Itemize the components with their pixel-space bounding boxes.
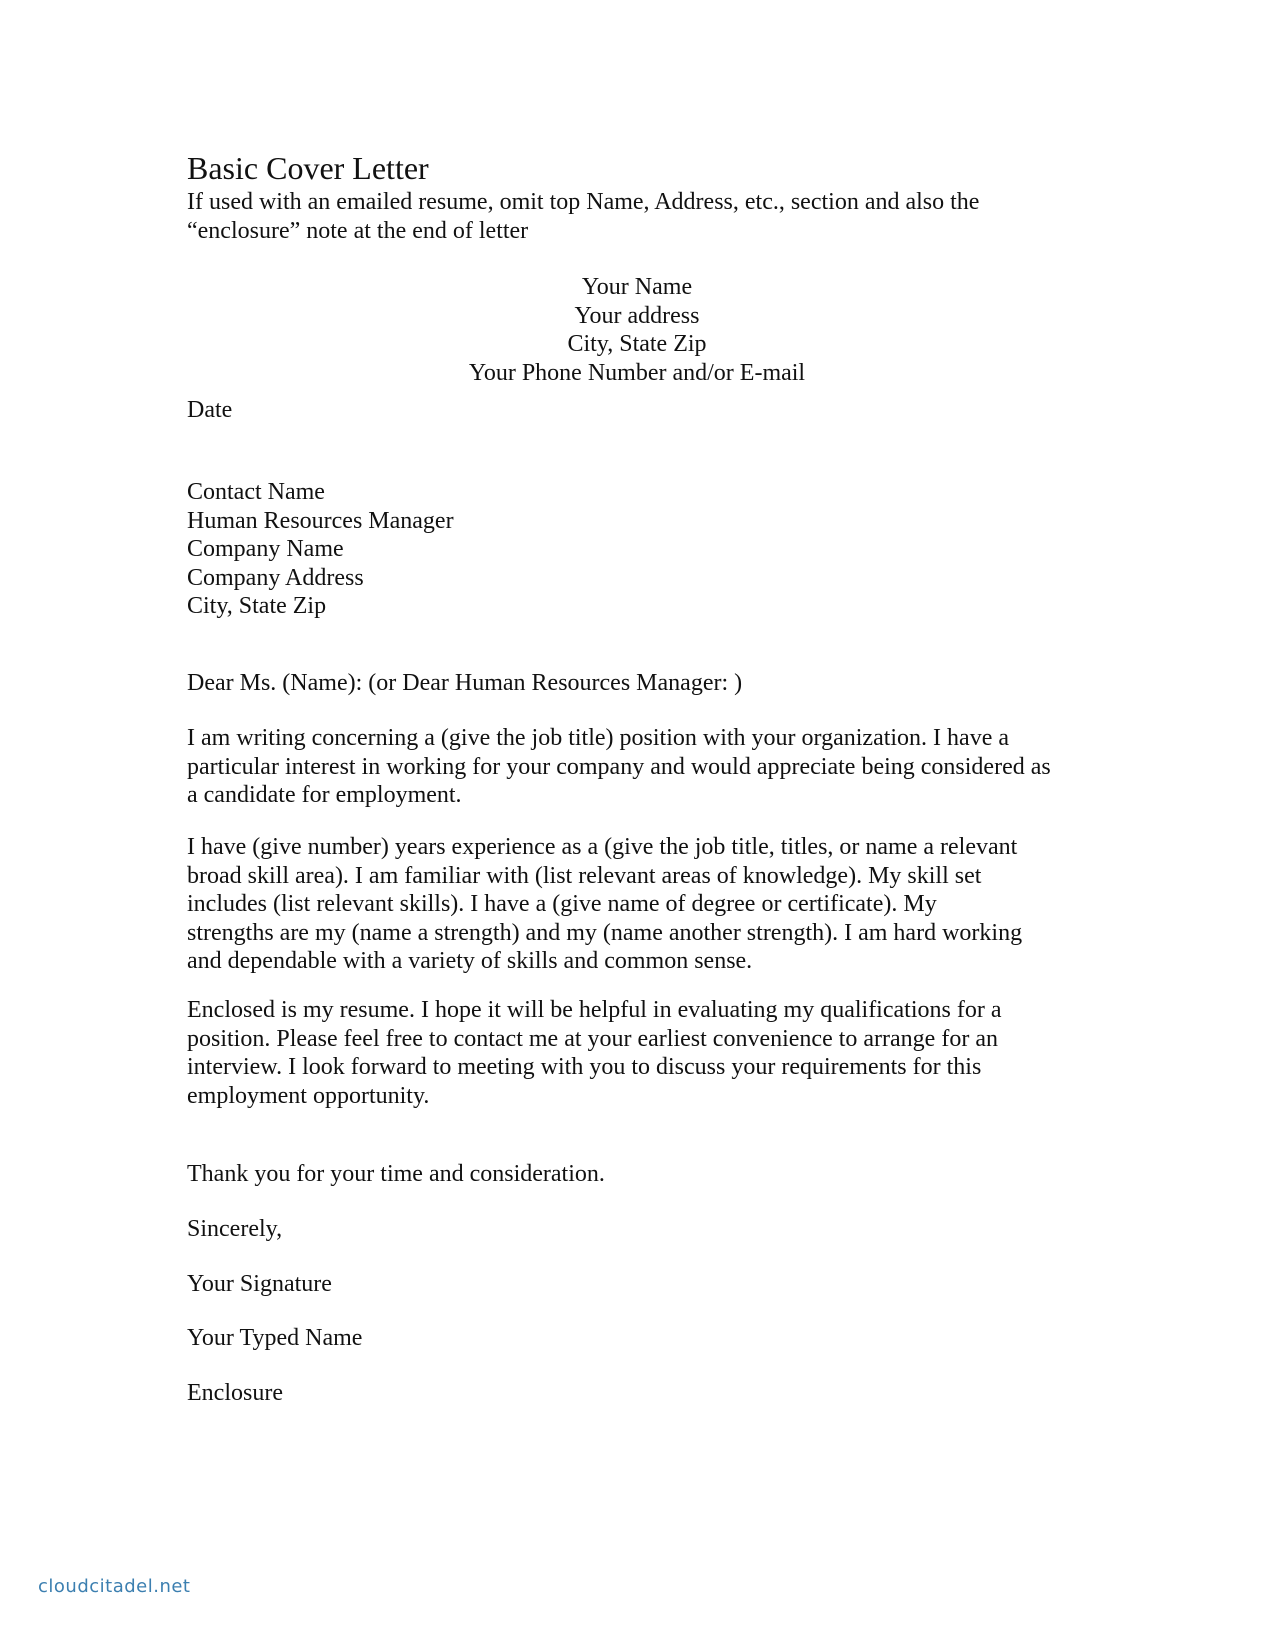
paragraph-line: position. Please feel free to contact me at your earliest convenience to arrange for an [187, 1025, 998, 1052]
paragraph-experience [187, 833, 1022, 976]
recipient-title: Human Resources Manager [187, 507, 454, 534]
paragraph-line: Enclosed is my resume. I hope it will be helpful in evaluating my qualifications for a [187, 997, 1002, 1023]
sender-address: Your address [574, 302, 700, 329]
sender-block [387, 273, 887, 387]
paragraph-line: includes (list relevant skills). I have a (give name of degree or certificate). My [187, 891, 937, 917]
sender-name: Your Name [581, 274, 693, 300]
instruction-line: If used with an emailed resume, omit top Name, Address, etc., section and also the [187, 189, 980, 215]
paragraph-line: particular interest in working for your company and would appreciate being considered as [187, 753, 1051, 780]
instruction-line: “enclosure” note at the end of letter [187, 217, 529, 244]
paragraph-intro [187, 724, 1051, 810]
paragraph-line: strengths are my (name a strength) and my (name another strength). I am hard working [187, 919, 1023, 946]
paragraph-line: and dependable with a variety of skills and common sense. [187, 948, 753, 974]
letter-instructions [187, 188, 979, 245]
paragraph-line: employment opportunity. [187, 1082, 430, 1109]
enclosure-line: Enclosure [187, 1380, 283, 1406]
recipient-company: Company Name [187, 536, 344, 562]
paragraph-line: I have (give number) years experience as a (give the job title, titles, or name a relevant [187, 834, 1018, 860]
letter-title: Basic Cover Letter [187, 150, 429, 186]
recipient-company-address: Company Address [187, 564, 364, 591]
thank-you-line: Thank you for your time and consideration. [187, 1161, 605, 1187]
letter-date: Date [187, 397, 233, 423]
closing-line: Sincerely, [187, 1216, 283, 1242]
paragraph-line: I am writing concerning a (give the job title) position with your organization. I have a [187, 725, 1009, 751]
typed-name-line: Your Typed Name [187, 1325, 363, 1351]
recipient-contact-name: Contact Name [187, 479, 325, 505]
sender-city-state-zip: City, State Zip [567, 331, 707, 357]
paragraph-line: broad skill area). I am familiar with (list relevant areas of knowledge). My skill set [187, 862, 982, 889]
paragraph-line: interview. I look forward to meeting with you to discuss your requirements for this [187, 1054, 982, 1080]
recipient-city-state-zip: City, State Zip [187, 593, 327, 619]
recipient-block [187, 478, 454, 621]
salutation: Dear Ms. (Name): (or Dear Human Resources Manager: ) [187, 670, 743, 696]
sender-contact: Your Phone Number and/or E-mail [468, 359, 806, 386]
paragraph-line: a candidate for employment. [187, 782, 462, 808]
signature-line: Your Signature [187, 1271, 332, 1297]
watermark-text: cloudcitadel.net [38, 1576, 191, 1597]
paragraph-closing [187, 996, 1001, 1110]
